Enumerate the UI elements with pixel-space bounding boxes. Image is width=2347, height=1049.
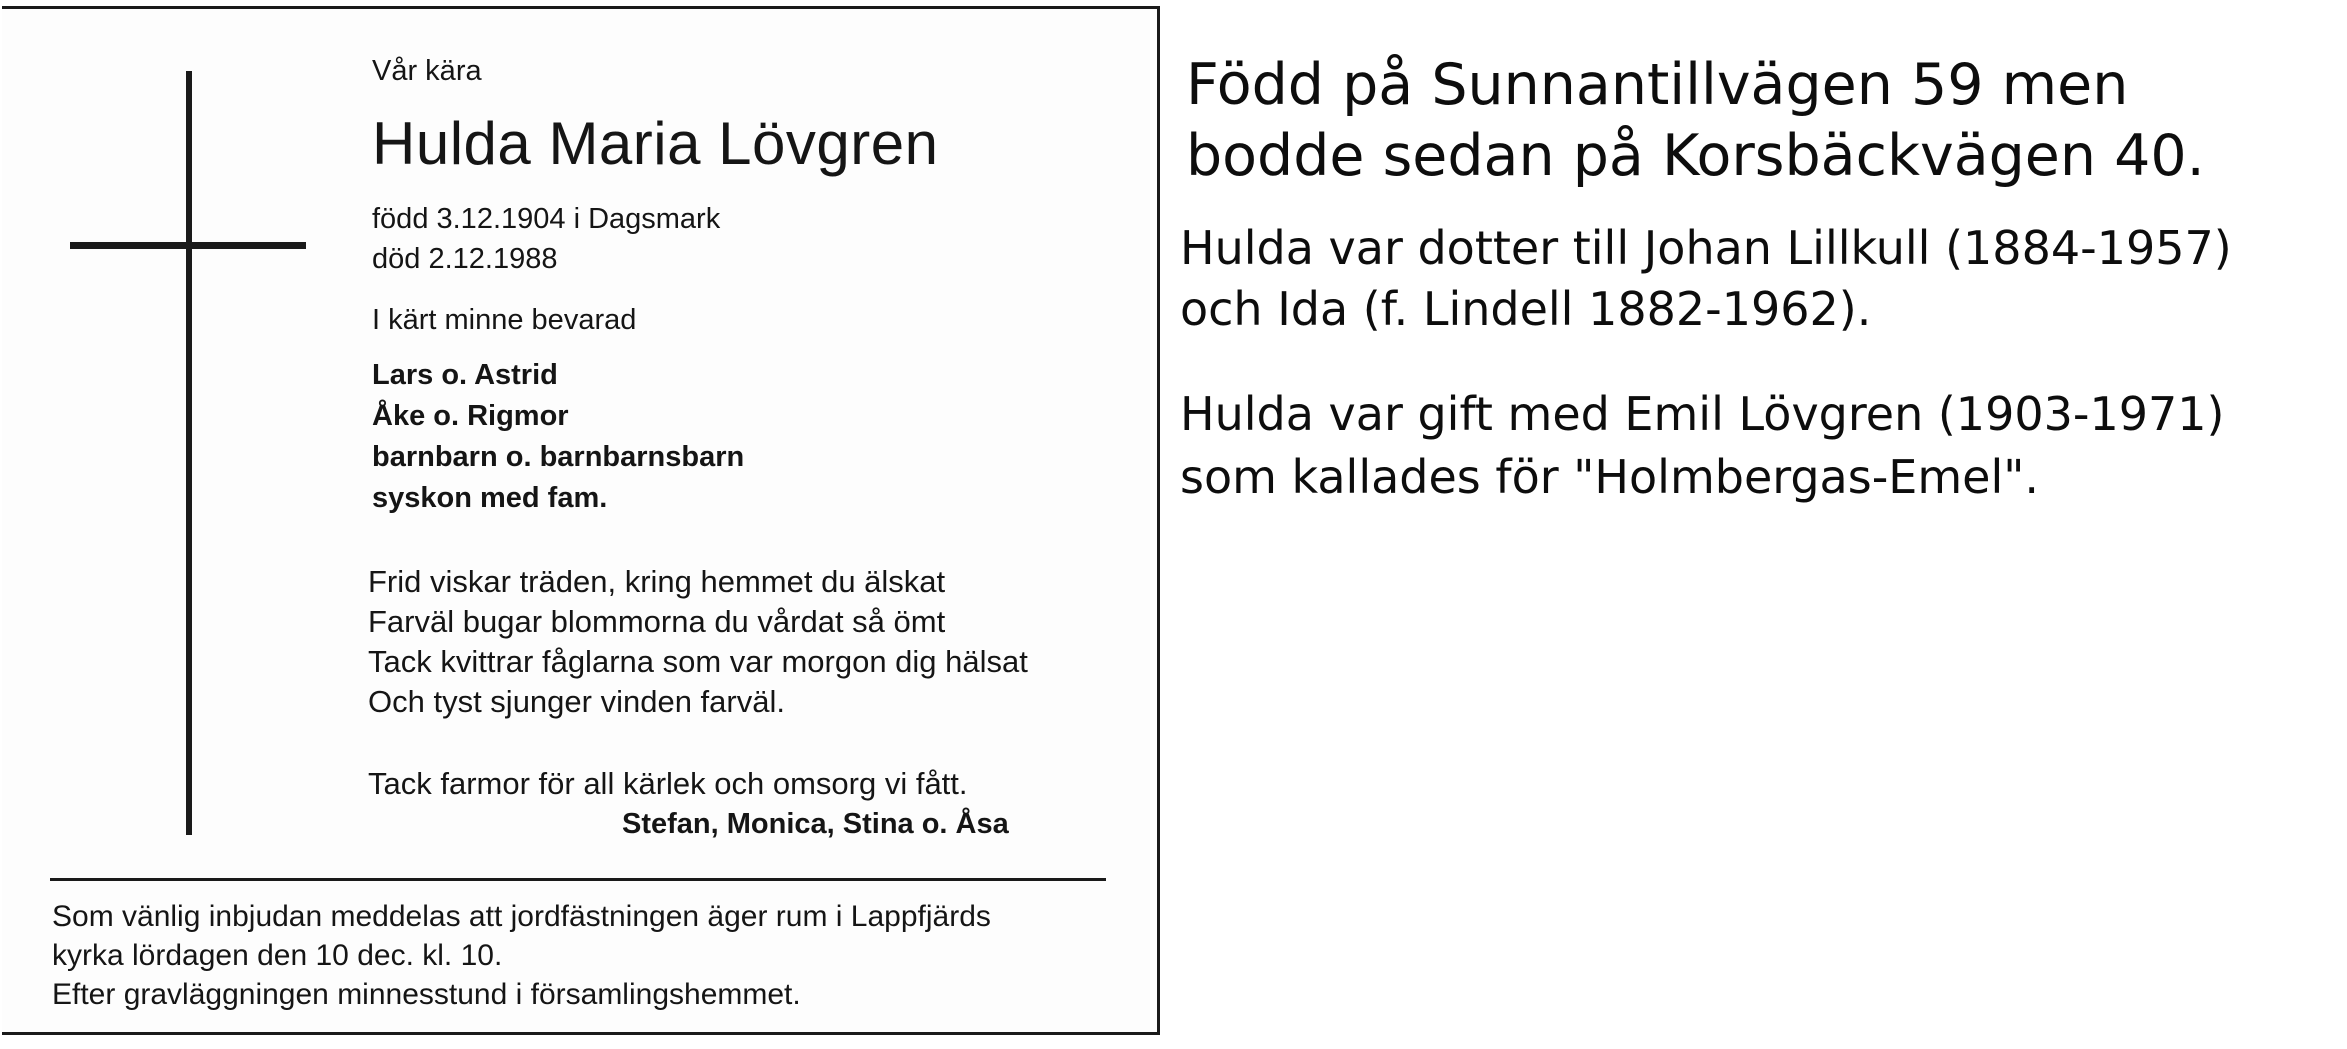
cross-icon	[186, 71, 192, 835]
caption-spouse-line: Hulda var gift med Emil Lövgren (1903-1971)	[1180, 387, 2225, 441]
caption-heading-line: Född på Sunnantillvägen 59 men	[1186, 52, 2129, 118]
poem-line: Och tyst sjunger vinden farväl.	[368, 684, 785, 719]
mourner: Lars o. Astrid	[372, 359, 558, 391]
deceased-name: Hulda Maria Lövgren	[372, 110, 939, 177]
poem-line: Frid viskar träden, kring hemmet du älskat	[368, 564, 946, 599]
memory-line: I kärt minne bevarad	[372, 304, 637, 336]
notice-intro: Vår kära	[372, 55, 482, 87]
caption-spouse	[1180, 383, 2224, 509]
memorial-poem	[368, 562, 1028, 722]
caption-heading	[1186, 50, 2205, 192]
mourners-list	[372, 355, 744, 519]
death-date: död 2.12.1988	[372, 243, 558, 275]
caption-parents-line: och Ida (f. Lindell 1882-1962).	[1180, 282, 1872, 336]
caption-heading-line: bodde sedan på Korsbäckvägen 40.	[1186, 123, 2205, 189]
poem-line: Tack kvittrar fåglarna som var morgon dig hälsat	[368, 644, 1028, 679]
mourner: Åke o. Rigmor	[372, 400, 569, 432]
cross-icon-bar	[70, 242, 306, 249]
funeral-announcement	[52, 897, 991, 1014]
birth-date: född 3.12.1904 i Dagsmark	[372, 203, 721, 235]
caption-parents-line: Hulda var dotter till Johan Lillkull (1884-1957)	[1180, 221, 2232, 275]
caption-spouse-line: som kallades för "Holmbergas-Emel".	[1180, 450, 2040, 504]
poem-line: Farväl bugar blommorna du vårdat så ömt	[368, 604, 946, 639]
grandchildren-signature: Stefan, Monica, Stina o. Åsa	[622, 808, 1009, 840]
notice-divider	[50, 878, 1106, 881]
mourner: barnbarn o. barnbarnsbarn	[372, 441, 745, 473]
thanks-line: Tack farmor för all kärlek och omsorg vi fått.	[368, 766, 968, 801]
life-dates	[372, 199, 720, 279]
funeral-line: kyrka lördagen den 10 dec. kl. 10.	[52, 939, 503, 972]
funeral-line: Som vänlig inbjudan meddelas att jordfästningen äger rum i Lappfjärds	[52, 900, 991, 933]
mourner: syskon med fam.	[372, 482, 608, 514]
death-notice	[2, 6, 1160, 1035]
caption-parents	[1180, 218, 2232, 340]
funeral-line: Efter gravläggningen minnesstund i församlingshemmet.	[52, 978, 801, 1011]
